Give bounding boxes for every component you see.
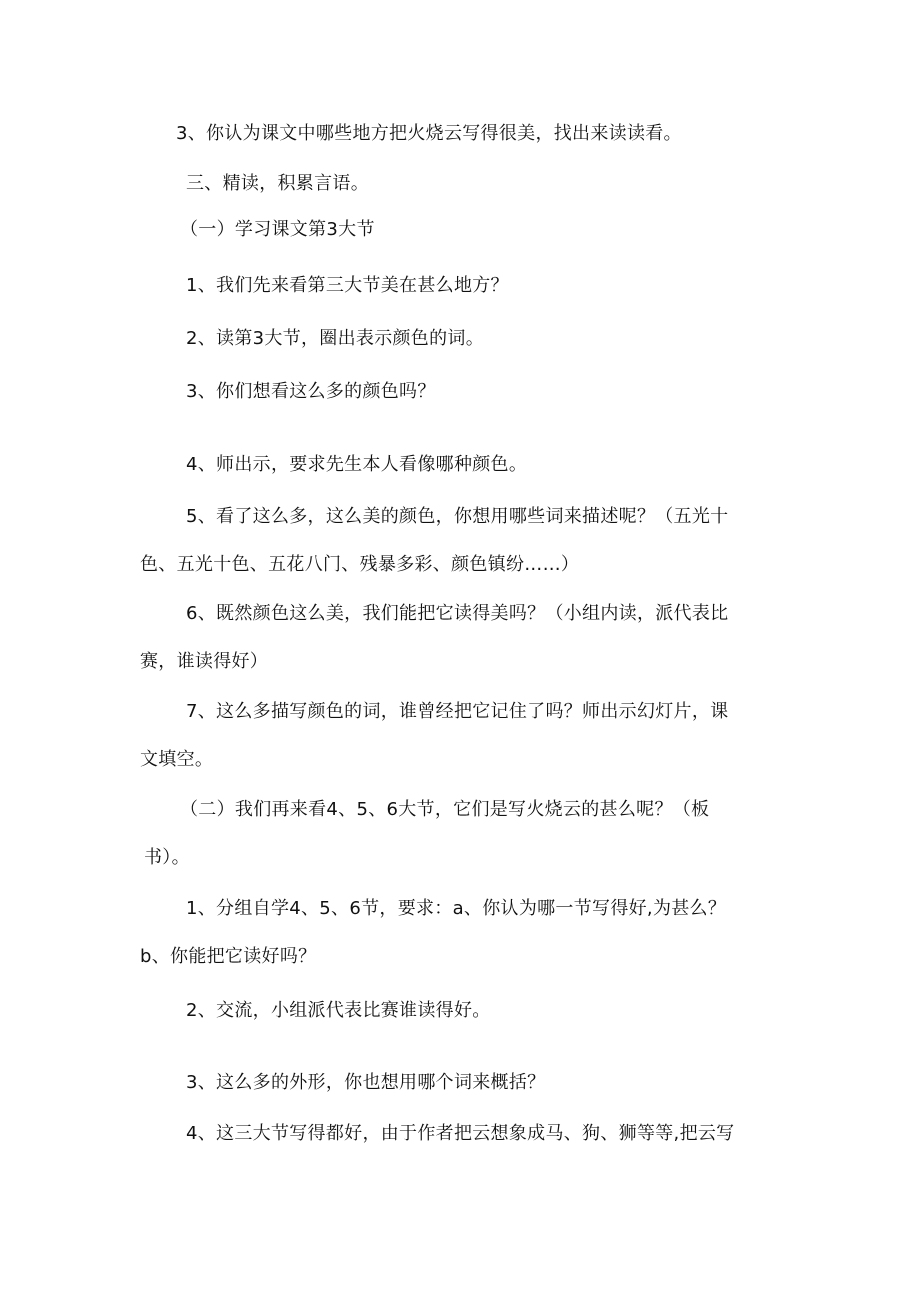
- subsection-heading: （二）我们再来看4、5、6大节，它们是写火烧云的甚么呢？（板: [180, 799, 710, 820]
- paragraph-line: 色、五光十色、五花八门、残暴多彩、颜色镇纷……）: [140, 554, 580, 575]
- paragraph-line: 3、这么多的外形，你也想用哪个词来概括？: [186, 1072, 546, 1093]
- paragraph-line: 3、你认为课文中哪些地方把火烧云写得很美，找出来读读看。: [176, 123, 682, 144]
- paragraph-line: 书）。: [144, 847, 190, 868]
- paragraph-line: 4、这三大节写得都好，由于作者把云想象成马、狗、狮等等,把云写: [186, 1123, 735, 1144]
- section-heading: 三、精读，积累言语。: [186, 173, 369, 194]
- paragraph-line: 6、既然颜色这么美，我们能把它读得美吗？（小组内读，派代表比: [186, 603, 729, 624]
- subsection-heading: （一）学习课文第3大节: [180, 219, 375, 240]
- paragraph-line: 1、分组自学4、5、6节，要求：a、你认为哪一节写得好,为甚么？: [186, 898, 727, 919]
- paragraph-line: 7、这么多描写颜色的词，谁曾经把它记住了吗？师出示幻灯片，课: [186, 701, 729, 722]
- paragraph-line: 5、看了这么多，这么美的颜色，你想用哪些词来描述呢？（五光十: [186, 506, 729, 527]
- paragraph-line: 4、师出示，要求先生本人看像哪种颜色。: [186, 454, 528, 475]
- paragraph-line: 赛，谁读得好）: [140, 651, 269, 672]
- paragraph-line: 3、你们想看这么多的颜色吗？: [186, 381, 436, 402]
- paragraph-line: 2、读第3大节，圈出表示颜色的词。: [186, 328, 485, 349]
- paragraph-line: b、你能把它读好吗？: [140, 946, 317, 967]
- paragraph-line: 文填空。: [140, 749, 214, 770]
- paragraph-line: 1、我们先来看第三大节美在甚么地方？: [186, 275, 509, 296]
- paragraph-line: 2、交流，小组派代表比赛谁读得好。: [186, 1000, 491, 1021]
